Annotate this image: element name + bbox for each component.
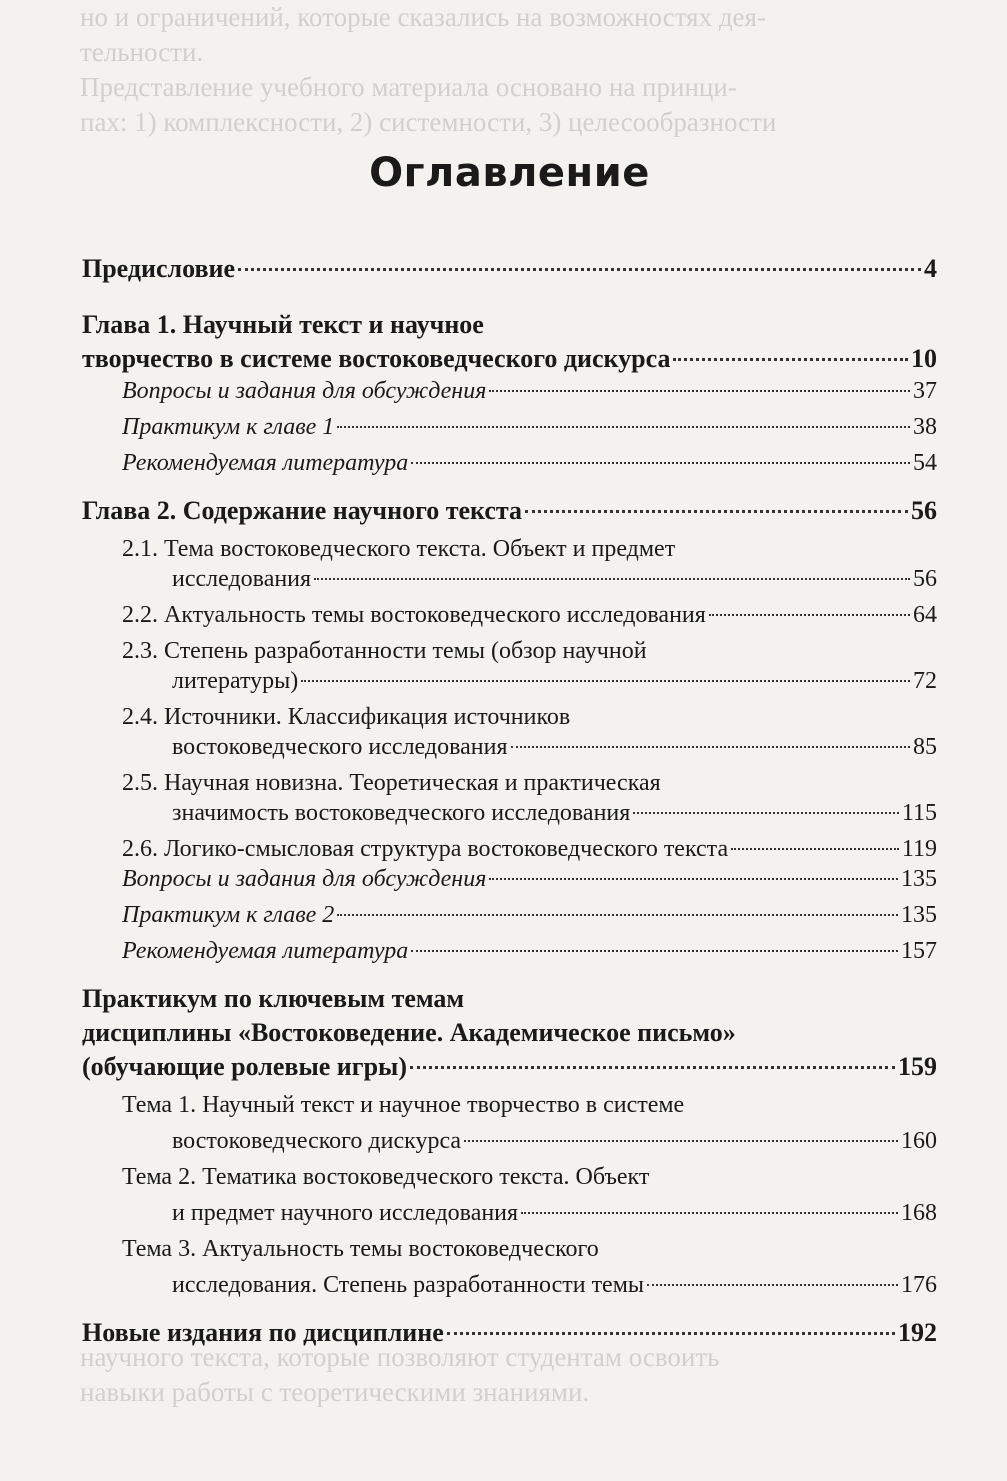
- toc-page: 115: [901, 800, 937, 826]
- toc-entry-preface[interactable]: [82, 252, 937, 286]
- toc-entry-section-2-3[interactable]: [82, 666, 937, 696]
- toc-title: Рекомендуемая литература: [122, 450, 409, 476]
- toc-page: 135: [901, 866, 937, 892]
- toc-page: 168: [901, 1200, 937, 1226]
- toc-page: 4: [924, 254, 937, 283]
- toc-title: Вопросы и задания для обсуждения: [122, 378, 487, 404]
- toc-title: 2.6. Логико-смысловая структура востоковедческого текста: [122, 836, 729, 862]
- toc-entry-practicum[interactable]: [82, 1050, 937, 1084]
- toc-entry-section-2-1[interactable]: [82, 564, 937, 594]
- toc-title: Глава 2. Содержание научного текста: [82, 496, 523, 525]
- toc-entry-ch1-questions[interactable]: [82, 376, 937, 406]
- toc-entry-ch2-questions[interactable]: [82, 864, 937, 894]
- toc-entry-section-2-2[interactable]: [82, 600, 937, 630]
- dot-leader: [464, 1140, 898, 1142]
- toc-entry-lead: 2.3. Степень разработанности темы (обзор научной: [122, 638, 647, 664]
- toc-page: 10: [911, 344, 937, 373]
- toc-page: 85: [913, 734, 937, 760]
- toc-entry-topic-2[interactable]: [82, 1198, 937, 1228]
- toc-entry-topic-1[interactable]: [82, 1126, 937, 1156]
- toc-page: 64: [913, 602, 937, 628]
- page-title: Оглавление: [369, 150, 650, 196]
- dot-leader: [731, 848, 899, 850]
- toc-page: 119: [901, 836, 937, 862]
- dot-leader: [525, 510, 908, 513]
- dot-leader: [633, 812, 899, 814]
- dot-leader: [521, 1212, 898, 1214]
- toc-entry-topic-3[interactable]: [82, 1270, 937, 1300]
- toc-entry-ch2-literature[interactable]: [82, 936, 937, 966]
- toc-entry-lead: 2.4. Источники. Классификация источников: [122, 704, 571, 730]
- toc-page: 56: [913, 566, 937, 592]
- toc-title: (обучающие ролевые игры): [82, 1052, 407, 1081]
- toc-page: 135: [901, 902, 937, 928]
- dot-leader: [489, 390, 910, 392]
- toc-entry-section-2-4[interactable]: [82, 732, 937, 762]
- toc-page: 72: [913, 668, 937, 694]
- dot-leader: [489, 878, 898, 880]
- toc-entry-lead: 2.5. Научная новизна. Теоретическая и практическая: [122, 770, 661, 796]
- toc-entry-lead: Глава 1. Научный текст и научное: [82, 310, 484, 339]
- toc-title: Вопросы и задания для обсуждения: [122, 866, 487, 892]
- toc-title: Новые издания по дисциплине: [82, 1318, 444, 1347]
- dot-leader: [410, 1066, 895, 1069]
- dot-leader: [337, 426, 910, 428]
- toc-entry-ch2-practicum[interactable]: [82, 900, 937, 930]
- dot-leader: [238, 268, 921, 271]
- toc-entry-section-2-5[interactable]: [82, 798, 937, 828]
- bleed-through-text-top: [80, 0, 967, 140]
- bleed-line: но и ограничений, которые сказались на возможностях дея-: [80, 2, 766, 32]
- toc-entry-lead: Тема 1. Научный текст и научное творчество в системе: [122, 1092, 685, 1118]
- dot-leader: [447, 1332, 895, 1335]
- toc-entry-lead: Тема 2. Тематика востоковедческого текста. Объект: [122, 1164, 650, 1190]
- toc-title: Практикум к главе 2: [122, 902, 335, 928]
- toc-title: Практикум к главе 1: [122, 414, 335, 440]
- dot-leader: [647, 1284, 898, 1286]
- toc-title: и предмет научного исследования: [172, 1200, 519, 1226]
- toc-title: творчество в системе востоковедческого дискурса: [82, 344, 671, 373]
- toc-title: востоковедческого дискурса: [172, 1128, 462, 1154]
- toc-title: исследования. Степень разработанности темы: [172, 1272, 645, 1298]
- dot-leader: [709, 614, 910, 616]
- toc-page: 160: [901, 1128, 937, 1154]
- dot-leader: [337, 914, 898, 916]
- dot-leader: [411, 462, 910, 464]
- bleed-line: навыки работы с теоретическими знаниями.: [80, 1377, 590, 1407]
- dot-leader: [301, 680, 910, 682]
- toc-page: 38: [913, 414, 937, 440]
- toc-title: исследования: [172, 566, 312, 592]
- toc-title: значимость востоковедческого исследования: [172, 800, 631, 826]
- toc-title: литературы): [172, 668, 299, 694]
- dot-leader: [314, 578, 910, 580]
- toc-entry-chapter-1[interactable]: [82, 342, 937, 376]
- toc-title: Рекомендуемая литература: [122, 938, 409, 964]
- toc-entry-chapter-2[interactable]: [82, 494, 937, 528]
- bleed-through-text-bottom: [80, 1340, 967, 1410]
- toc-page: 54: [913, 450, 937, 476]
- bleed-line: пах: 1) комплексности, 2) системности, 3) целесообразности: [80, 107, 777, 137]
- toc-title: Предисловие: [82, 254, 236, 283]
- bleed-line: Представление учебного материала основано на принци-: [80, 72, 737, 102]
- toc-entry-ch1-practicum[interactable]: [82, 412, 937, 442]
- toc-page: 159: [898, 1052, 937, 1081]
- toc-entry-lead: 2.1. Тема востоковедческого текста. Объект и предмет: [122, 536, 676, 562]
- toc-entry-ch1-literature[interactable]: [82, 448, 937, 478]
- dot-leader: [511, 746, 911, 748]
- toc-page: 192: [898, 1318, 937, 1347]
- bleed-line: тельности.: [80, 37, 204, 67]
- bleed-line: научного текста, которые позволяют студентам освоить: [80, 1342, 720, 1372]
- toc-entry-lead: дисциплины «Востоковедение. Академическое письмо»: [82, 1018, 736, 1047]
- toc-entry-section-2-6[interactable]: [82, 834, 937, 864]
- table-of-contents: [82, 150, 937, 1350]
- toc-title: востоковедческого исследования: [172, 734, 508, 760]
- toc-page: 157: [901, 938, 937, 964]
- toc-page: 56: [911, 496, 937, 525]
- toc-entry-lead: Практикум по ключевым темам: [82, 984, 465, 1013]
- toc-entry-lead: Тема 3. Актуальность темы востоковедческого: [122, 1236, 599, 1262]
- toc-page: 37: [913, 378, 937, 404]
- toc-page: 176: [901, 1272, 937, 1298]
- dot-leader: [673, 358, 908, 361]
- toc-title: 2.2. Актуальность темы востоковедческого исследования: [122, 602, 706, 628]
- dot-leader: [411, 950, 898, 952]
